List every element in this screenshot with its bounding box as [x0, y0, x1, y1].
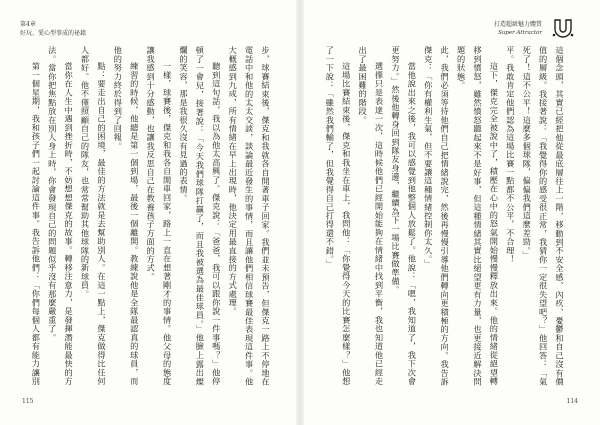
right-page: [300, 0, 600, 425]
paragraph: 當他說出來之後，我可以感覺到他整個人放鬆了。他說：「嗯，我知道了，我下次會更努力。」然後他轉身回到隊友身邊，繼續為下一場比賽做準備。: [390, 46, 418, 386]
book-subtitle: Super Attractor: [498, 30, 542, 36]
page-number-right: 114: [566, 398, 578, 405]
paragraph: 一樣，球賽後，傑克和我各自開車回家，路上一直在想著剛才的事情。他父母的態度讓我感到十分感動，也讓我反思自己在教養孩子方面的方式。: [146, 46, 173, 386]
paragraph: 選擇只是表達一次，這時候他們已經開始能夠在情緒中找到平衡，我也知道他已經走出了最困難的階段。: [358, 46, 385, 386]
running-header-right: [494, 20, 542, 38]
paragraph: 這場比賽結束後，傑克和我坐在車上，我問他：「你覺得今天的比賽怎麼樣？」他想了一下說：「雖然我們輸了，但我覺得自己打得還不錯。」: [325, 46, 352, 386]
paragraph: 步，球賽結束後，傑克和我就各自開著車子回家。我們並未預告，但傑克一路上不停地在電話中和他的太太交談，談論最近發生的事情，而且讓他們相信球賽最佳表現這件事。他大概感到九成，所有情緒在早上出現時，他決定用最直接的方式處理。: [228, 46, 271, 386]
page-number-left: 115: [22, 398, 34, 405]
paragraph: 聽到這句話，我以為他太高興了。傑克說：「爸爸，我可以跟你說一件事嗎？」他停頓了一會兒，接著說：「今天我們球隊打贏了，而且我被選為最佳球員。」他臉上露出燦爛的笑容，那是我很久沒有見過的表情。: [178, 46, 222, 386]
paragraph: 練習的時候，他總是第一個到場，最後一個離開。教練說他是全隊最認真的球員，而他的努力終於得到了回報。: [113, 46, 140, 386]
paragraph: 此，我們必須等待他們自己把情緒說完，然後再慢慢引導他們轉向更積極的方向。我告訴傑克：「你有權利生氣，但不要讓這種情緒控制你太久。」: [423, 46, 451, 386]
magnet-logo-icon: [550, 17, 576, 39]
right-body-text: [322, 46, 568, 386]
chapter-number: 第4章: [20, 21, 36, 28]
left-body-text: [28, 46, 274, 386]
book-title: 打造超級魅力體質: [493, 21, 542, 28]
paragraph: 這下，傑克完全被說中了，積壓在心中的怒氣開始慢慢釋放出來。他的情緒從絕望轉移到憤怒，雖然憤怒聽起來不是好事，但這種情緒其實比絕望更有力量，也更接近解決問題的狀態。: [456, 46, 500, 386]
running-header-left: [20, 20, 86, 38]
paragraph: 這個念頭，其實已經把他從最底層往上一階，移動到不安全感、內疚、憂鬱和自己沒有價值的層級。我接著說：「我覺得你的感受很正常，我猜你一定很失望吧？」他回答：「氣死了！這不公平！這麼多個球隊，偏偏我們這麼差勁。」: [522, 46, 565, 386]
paragraph: 當你在人生中遇到挫折時，不妨想想傑克的故事。轉移注意力，是發揮潛能最快的方法。當你把焦點放在別人身上時，你會發現自己的問題似乎沒有那麼嚴重了。: [47, 46, 75, 386]
chapter-title: 好玩、愛心型事成的祕籍: [20, 30, 87, 37]
paragraph: 點：要走出自己的困境，最佳的方法就是去幫助別人。在這一點上，傑克做得比任何人都好。他不僅照顧自己的隊友，也常常幫助其他球隊的新球員。: [80, 46, 107, 386]
paragraph: 第一個星期，我和孩子們一起討論這件事。我告訴他們：「你們每個人都有能力讓別: [31, 62, 42, 386]
paragraph: 平。我敢肯定他們認為這場比賽一點都不公平，不合理！: [505, 46, 516, 264]
